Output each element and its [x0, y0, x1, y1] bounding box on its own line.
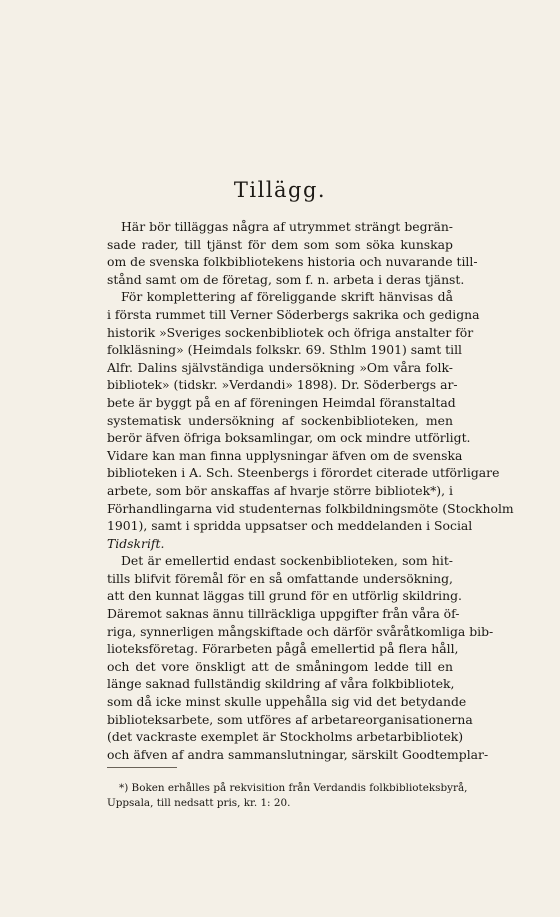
text-line: Det är emellertid endast sockenbiblioteken, som hit- — [121, 553, 453, 569]
footnote-line: Uppsala, till nedsatt pris, kr. 1: 20. — [107, 797, 291, 809]
text-line: och det vore önskligt att de småningom ledde till en — [107, 658, 453, 674]
text-line: i första rummet till Verner Söderbergs sakrika och gedigna — [107, 306, 480, 322]
text-line: Tidskrift. — [107, 535, 165, 551]
footnote-line: *) Boken erhålles på rekvisition från Verdandis folkbiblioteksbyrå, — [119, 782, 468, 794]
text-line: biblioteksarbete, som utföres af arbetareorganisationerna — [107, 711, 473, 727]
text-line: För komplettering af föreliggande skrift hänvisas då — [121, 289, 453, 305]
footnote — [107, 781, 468, 811]
text-line: bete är byggt på en af föreningen Heimdal föranstaltad — [107, 394, 456, 410]
text-line: Alfr. Dalins självständiga undersökning »Om våra folk- — [107, 359, 453, 375]
text-line: om de svenska folkbibliotekens historia och nuvarande till- — [107, 254, 478, 270]
text-line: arbete, som bör anskaffas af hvarje större bibliotek*), i — [107, 482, 453, 498]
text-line: folkläsning» (Heimdals folkskr. 69. Sthlm 1901) samt till — [107, 342, 463, 358]
text-line: stånd samt om de företag, som f. n. arbeta i deras tjänst. — [107, 271, 465, 287]
body-text — [107, 218, 514, 763]
text-line: (det vackraste exemplet är Stockholms arbetarbibliotek) — [107, 729, 464, 745]
text-line: sade rader, till tjänst för dem som som söka kunskap — [107, 236, 453, 252]
section-title: Tillägg. — [233, 178, 327, 202]
text-line: 1901), samt i spridda uppsatser och meddelanden i Social — [107, 518, 473, 534]
text-line: Förhandlingarna vid studenternas folkbildningsmöte (Stockholm — [107, 500, 514, 516]
text-line: tills blifvit föremål för en så omfattande undersökning, — [107, 570, 453, 586]
text-line: att den kunnat läggas till grund för en utförlig skildring. — [107, 588, 462, 604]
text-line: Vidare kan man finna upplysningar äfven om de svenska — [107, 447, 463, 463]
text-line: historik »Sveriges sockenbibliotek och öfriga anstalter för — [107, 324, 474, 340]
text-line: Däremot saknas ännu tillräckliga uppgifter från våra öf- — [107, 606, 460, 622]
text-line: lioteksföretag. Förarbeten pågå emellertid på flera håll, — [107, 641, 459, 657]
footnote-divider — [107, 767, 177, 768]
text-line: som då icke minst skulle uppehålla sig vid det betydande — [107, 694, 467, 710]
text-line: och äfven af andra sammanslutningar, särskilt Goodtemplar- — [107, 746, 489, 762]
text-line: systematisk undersökning af sockenbiblioteken, men — [107, 412, 453, 428]
text-line: Här bör tilläggas några af utrymmet strängt begrän- — [121, 219, 453, 234]
text-line: biblioteken i A. Sch. Steenbergs i förordet citerade utförligare — [107, 465, 500, 481]
text-line: riga, synnerligen mångskiftade och därför svåråtkomliga bib- — [107, 623, 494, 639]
text-line: länge saknad fullständig skildring af våra folkbibliotek, — [107, 676, 455, 692]
text-line: berör äfven öfriga boksamlingar, om ock mindre utförligt. — [107, 430, 471, 446]
text-line: bibliotek» (tidskr. »Verdandi» 1898). Dr. Söderbergs ar- — [107, 377, 458, 393]
